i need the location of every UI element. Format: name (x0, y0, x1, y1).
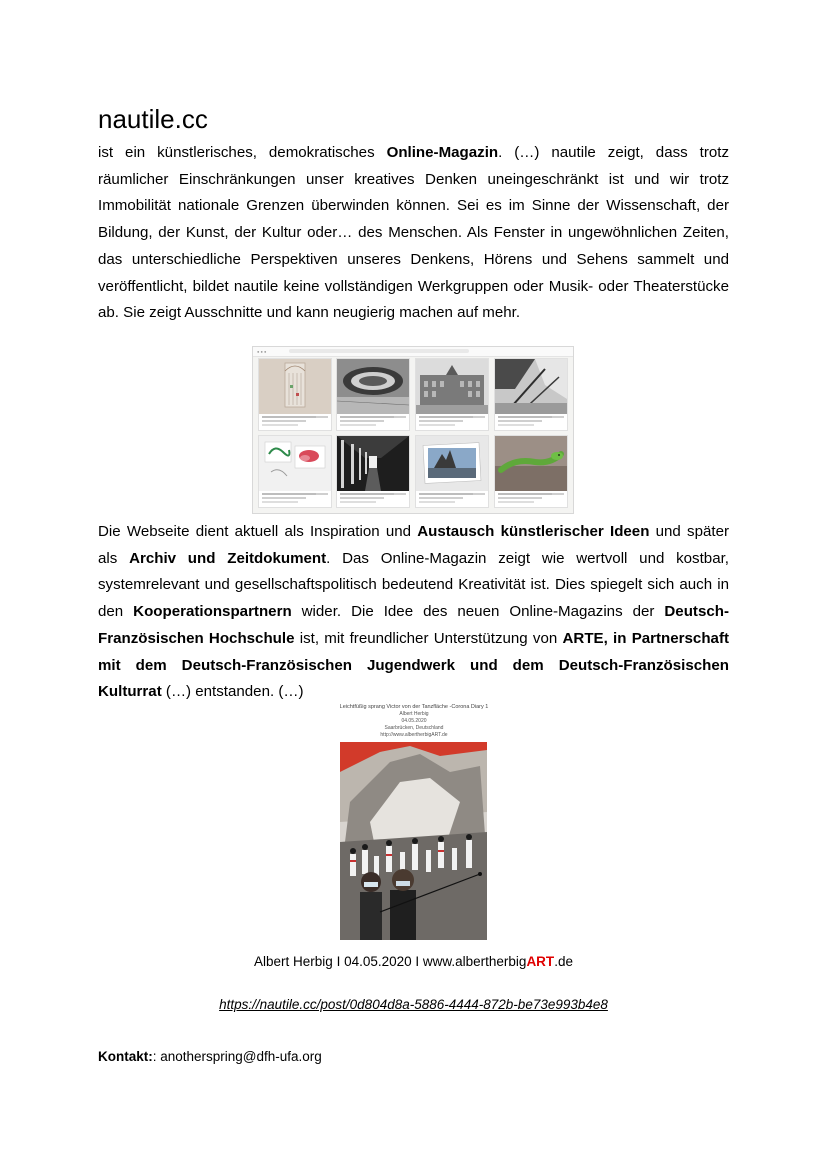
desc-text-2: und später als (98, 523, 729, 567)
artwork-collage-image (340, 742, 487, 940)
architecture-thumbnail (337, 359, 409, 414)
thumbnail-tile (415, 358, 489, 431)
contact-label: Kontakt: (98, 1049, 153, 1064)
website-screenshot (252, 346, 574, 514)
browser-url-bar (289, 349, 469, 353)
caption-text: Albert Herbig I 04.05.2020 I www.albertherbig (254, 954, 527, 969)
poster-title: Leichtfüßig sprang Victor von der Tanzfläche -Corona Diary 1 (339, 704, 489, 710)
contact-line (98, 1048, 322, 1066)
intro-paragraph (98, 140, 729, 327)
desc-text-5: ist, mit freundlicher Unterstützung von (294, 629, 563, 647)
photo-thumbnail (416, 436, 488, 491)
poster-place: Saarbrücken, Deutschland (384, 725, 444, 731)
thumbnail-tile (258, 435, 332, 508)
thumbnail-tile (258, 358, 332, 431)
intro-text-1: ist ein künstlerisches, demokratisches (98, 144, 387, 161)
desc-text-1: Die Webseite dient aktuell als Inspiration und (98, 523, 418, 540)
thumbnail-tile (336, 435, 410, 508)
desc-bold-archiv: Archiv und Zeitdokument (129, 549, 327, 567)
page-title: nautile.cc (98, 104, 208, 134)
caption-art-accent: ART (526, 954, 555, 969)
thumbnail-tile (494, 435, 568, 508)
lizard-thumbnail (495, 436, 567, 491)
image-caption (98, 953, 729, 971)
poster-artist: Albert Herbig (399, 711, 429, 717)
desc-bold-austausch: Austausch künstlerischer Ideen (417, 523, 650, 540)
desc-text-3: . Das Online-Magazin zeigt wie wertvoll und kostbar, systemrelevant und gesellschaftspolitisch bedeutend Kreativität ist. Dies spiegelt sich auch in den (98, 549, 729, 621)
thumbnail-tile (336, 358, 410, 431)
desc-bold-hochschule: Deutsch-Französischen Hochschule (98, 603, 729, 647)
poster-url: http://www.albertherbigART.de (380, 732, 448, 738)
intro-text-2: . (…) nautile zeigt, dass trotz räumlicher Einschränkungen unser kreatives Denken uneingeschränkt ist und wir trotz Immobilität nationale Grenzen überwinden können. Sei es im Sinne der Wissenschaft, der Bildung, der Kunst, der Kultur oder… des Menschen. Als Fenster in ungewöhnlichen Zeiten, das unterschiedliche Perspektiven unseres Denkens, Hörens und Sehens sammelt und veröffentlicht, bildet nautile keine vollständigen Werkgruppen oder Musik- oder Theaterstücke ab. Sie zeigt Ausschnitte und kann neugierig machen auf mehr. (98, 144, 729, 322)
description-paragraph (98, 519, 729, 706)
interior-thumbnail (495, 359, 567, 414)
browser-bar (253, 347, 573, 357)
artwork-thumbnail (259, 359, 331, 414)
desc-bold-arte-partners: ARTE, in Partnerschaft mit dem Deutsch-Französischen Jugendwerk und dem Deutsch-Französischen Kulturrat (98, 629, 729, 701)
colonnade-thumbnail (337, 436, 409, 491)
building-thumbnail (416, 359, 488, 414)
caption-suffix: .de (554, 954, 573, 969)
desc-bold-kooperationspartner: Kooperationspartnern (133, 603, 292, 621)
poster-date: 04.05.2020 (401, 718, 427, 724)
browser-controls-icon: ● ● ● (257, 349, 267, 354)
thumbnail-tile (415, 435, 489, 508)
desc-text-4: wider. Die Idee des neuen Online-Magazins der (291, 603, 665, 621)
post-link[interactable]: https://nautile.cc/post/0d804d8a-5886-4444-872b-be73e993b4e8 (219, 997, 608, 1012)
contact-email[interactable]: : anotherspring@dfh-ufa.org (152, 1049, 322, 1064)
painting-thumbnail (259, 436, 331, 491)
desc-text-6: (…) entstanden. (…) (161, 683, 304, 701)
thumbnail-tile (494, 358, 568, 431)
intro-bold-online-magazin: Online-Magazin (386, 144, 499, 161)
poster-header (336, 704, 492, 739)
